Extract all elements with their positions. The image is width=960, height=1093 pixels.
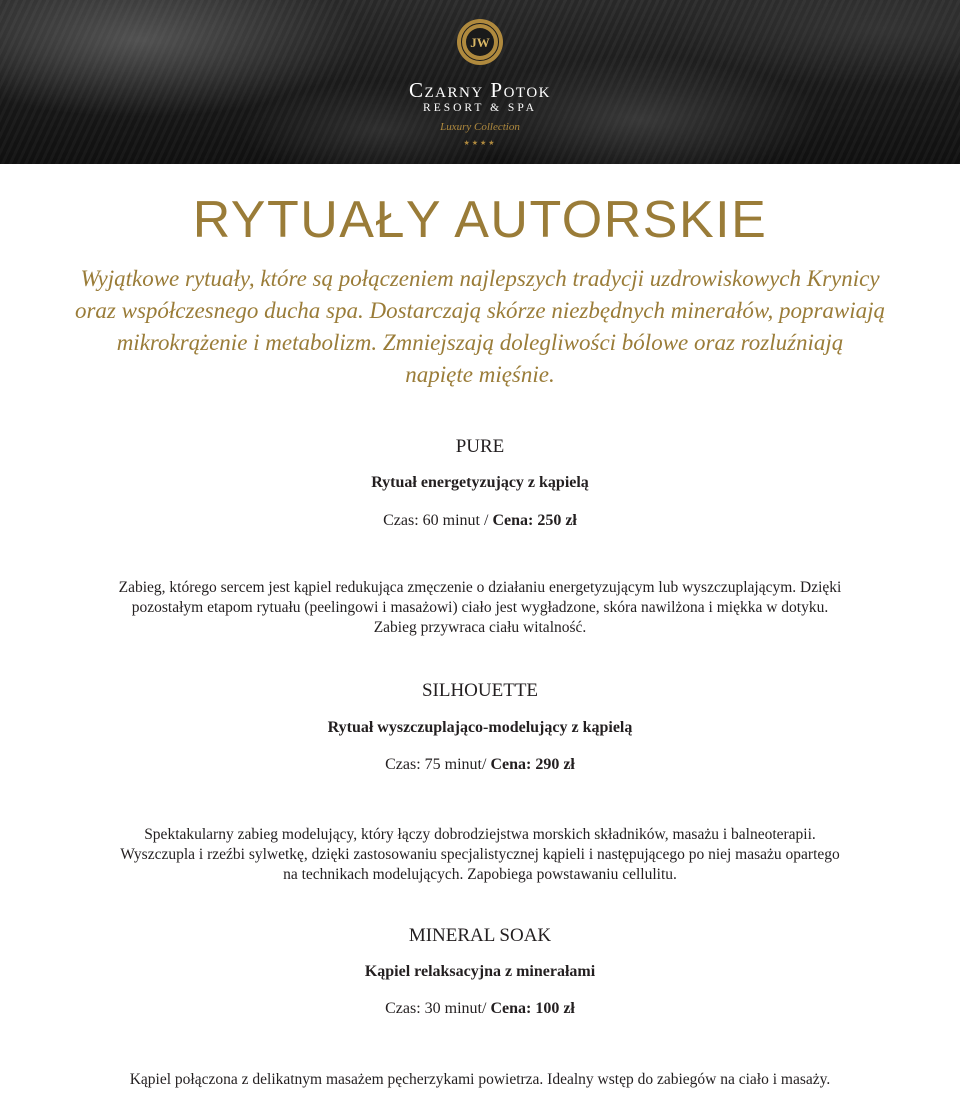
brand-stars: ★★★★	[463, 139, 497, 147]
emblem-text: JW	[470, 35, 490, 50]
service-name-pure: PURE	[455, 436, 505, 457]
service-time-price-mineral-soak	[0, 999, 960, 1019]
service-subtitle-mineral-soak: Kąpiel relaksacyjna z minerałami	[364, 963, 596, 980]
service-name-silhouette: SILHOUETTE	[421, 680, 539, 701]
header-banner	[0, 0, 960, 164]
service-price: Cena: 290 zł	[490, 756, 575, 773]
intro-line: Wyjątkowe rytuały, które są połączeniem najlepszych tradycji uzdrowiskowych Krynicy	[80, 266, 880, 291]
description-line: Kąpiel połączona z delikatnym masażem pęcherzykami powietrza. Idealny wstęp do zabiegów na ciało i masaży.	[129, 1071, 831, 1088]
service-time: Czas: 60 minut /	[383, 512, 493, 529]
service-description-mineral-soak	[0, 1070, 960, 1090]
service-description-silhouette	[0, 825, 960, 885]
intro-line: mikrokrążenie i metabolizm. Zmniejszają dolegliwości bólowe oraz rozluźniają	[116, 330, 844, 355]
intro-text	[70, 263, 890, 391]
service-time: Czas: 30 minut/	[385, 1000, 491, 1017]
description-line: na technikach modelujących. Zapobiega powstawaniu cellulitu.	[283, 866, 677, 883]
description-line: Zabieg przywraca ciału witalność.	[373, 619, 587, 636]
jw-emblem-icon	[456, 18, 504, 66]
description-line: Spektakularny zabieg modelujący, który łączy dobrodziejstwa morskich składników, masażu i balneoterapii.	[144, 826, 816, 843]
description-line: Wyszczupla i rzeźbi sylwetkę, dzięki zastosowaniu specjalistycznej kąpieli i następującego po niej masażu opartego	[120, 846, 840, 863]
service-description-pure	[0, 578, 960, 638]
service-name-mineral-soak: MINERAL SOAK	[408, 925, 552, 946]
service-time: Czas: 75 minut/	[385, 756, 491, 773]
service-price: Cena: 100 zł	[490, 1000, 575, 1017]
brand-subtitle: RESORT & SPA	[423, 102, 537, 114]
brand-collection: Luxury Collection	[440, 121, 520, 133]
service-time-price-silhouette	[0, 755, 960, 775]
service-subtitle-silhouette: Rytuał wyszczuplająco-modelujący z kąpielą	[327, 719, 633, 736]
intro-line: napięte mięśnie.	[405, 362, 555, 387]
service-time-price-pure	[0, 511, 960, 531]
description-line: Zabieg, którego sercem jest kąpiel redukująca zmęczenie o działaniu energetyzującym lub wyszczuplającym. Dzięki	[118, 579, 842, 596]
brand-name: Czarny Potok	[409, 78, 551, 102]
description-line: pozostałym etapom rytuału (peelingowi i masażowi) ciało jest wygładzone, skóra nawilżona i miękka w dotyku.	[131, 599, 829, 616]
intro-line: oraz współczesnego ducha spa. Dostarczają skórze niezbędnych minerałów, poprawiają	[74, 298, 886, 323]
service-subtitle-pure: Rytuał energetyzujący z kąpielą	[371, 474, 589, 491]
service-price: Cena: 250 zł	[492, 512, 577, 529]
page-title: RYTUAŁY AUTORSKIE	[192, 191, 768, 249]
